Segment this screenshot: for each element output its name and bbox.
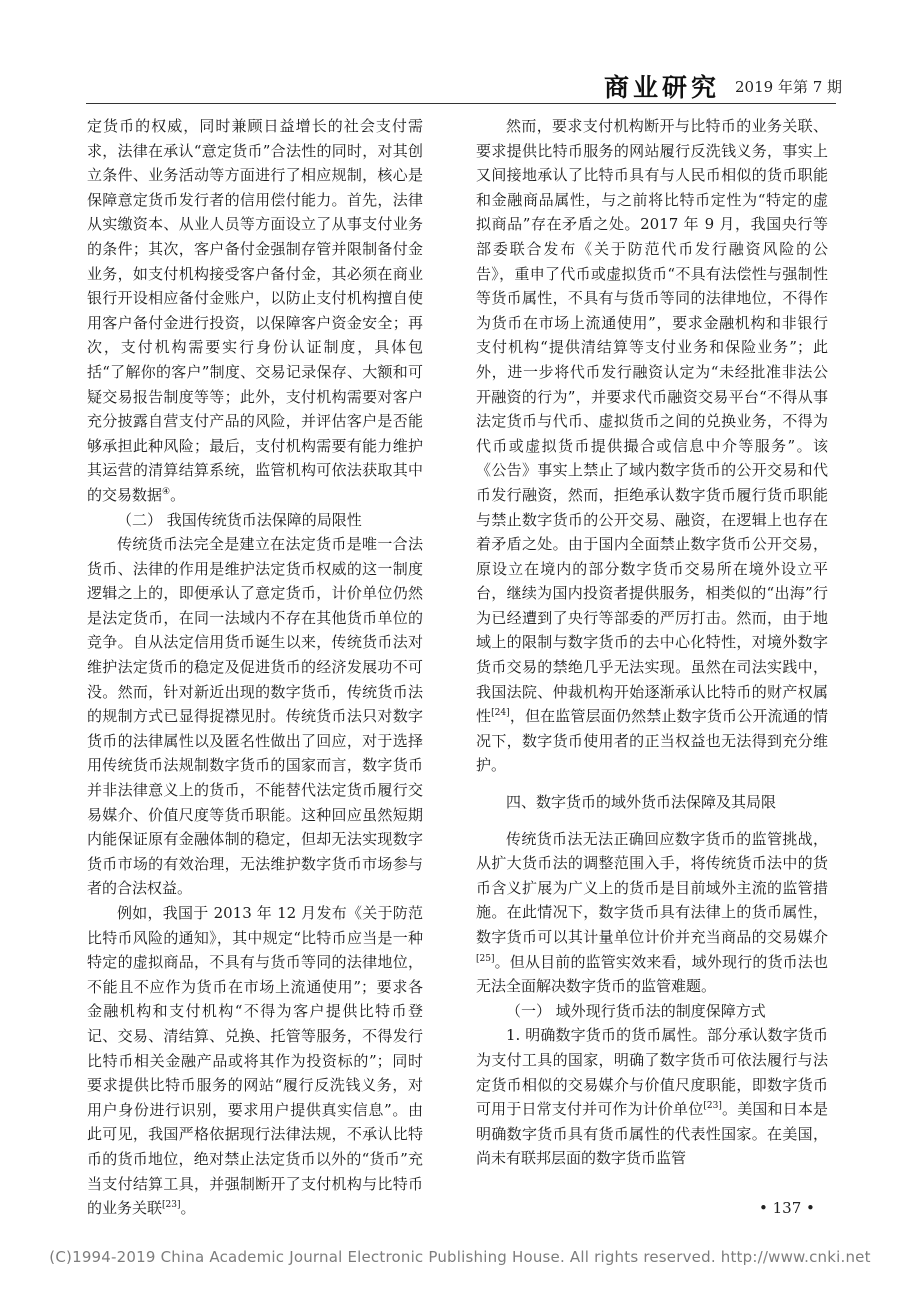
journal-title: 商业研究	[604, 73, 721, 102]
paragraph: 传统货币法完全是建立在法定货币是唯一合法货币、法律的作用是维护法定货币权威的这一制度逻辑之上的，即便承认了意定货币，计价单位仍然是法定货币，在同一法域内不存在其他货币单位的竞争。自从法定信用货币诞生以来，传统货币法对维护法定货币的稳定及促进货币的经济发展功不可没。然而，针对新近出现的数字货币，传统货币法的规制方式已显得捉襟见肘。传统货币法只对数字货币的法律属性以及匿名性做出了回应，对于选择用传统货币法规制数字货币的国家而言，数字货币并非法律意义上的货币，不能替代法定货币履行交易媒介、价值尺度等货币职能。这种回应虽然短期内能保证原有金融体制的稳定，但却无法实现数字货币市场的有效治理，无法维护数字货币市场参与者的合法权益。	[87, 535, 423, 898]
paragraph: 例如，我国于 2013 年 12 月发布《关于防范比特币风险的通知》，其中规定“比特币应当是一种特定的虚拟商品，不具有与货币等同的法律地位，不能且不应作为货币在市场上流通使用”；要求各金融机构和支付机构“不得为客户提供比特币登记、交易、清结算、兑换、托管等服务，不得发行比特币相关金融产品或将其作为投资标的”；同时要求提供比特币服务的网站“履行反洗钱义务，对用户身份进行识别，要求用户提供真实信息”。由此可见，我国严格依据现行法律法规，不承认比特币的货币地位，绝对禁止法定货币以外的“货币”充当支付结算工具，并强制断开了支付机构与比特币的业务关联[23]。	[87, 904, 423, 1218]
paragraph: 定货币的权威，同时兼顾日益增长的社会支付需求，法律在承认“意定货币”合法性的同时，对其创立条件、业务活动等方面进行了相应规制，核心是保障意定货币发行者的信用偿付能力。首先，法律从实缴资本、从业人员等方面设立了从事支付业务的条件；其次，客户备付金强制存管并限制备付金业务，如支付机构接受客户备付金，其必须在商业银行开设相应备付金账户，以防止支付机构擅自使用客户备付金进行投资，以保障客户资金安全；再次，支付机构需要实行身份认证制度，具体包括“了解你的客户”制度、交易记录保存、大额和可疑交易报告制度等等；此外，支付机构需要对客户充分披露自营支付产品的风险，并评估客户是否能够承担此种风险；最后，支付机构需要有能力维护其运营的清算结算系统，监管机构可依法获取其中的交易数据④。	[87, 117, 423, 504]
issue-label: 2019 年第 7 期	[735, 78, 843, 96]
right-column	[476, 114, 828, 1171]
citation: [25]	[476, 953, 495, 964]
page-header	[0, 0, 920, 108]
paragraph: 然而，要求支付机构断开与比特币的业务关联、要求提供比特币服务的网站履行反洗钱义务，事实上又间接地承认了比特币具有与人民币相似的货币职能和金融商品属性，与之前将比特币定性为“特定的虚拟商品”存在矛盾之处。2017 年 9 月，我国央行等部委联合发布《关于防范代币发行融资风险的公告》，重申了代币或虚拟货币“不具有法偿性与强制性等货币属性，不具有与货币等同的法律地位，不得作为货币在市场上流通使用”，要求金融机构和非银行支付机构“提供清结算等支付业务和保险业务”；此外，进一步将代币发行融资认定为“未经批准非法公开融资的行为”，并要求代币融资交易平台“不得从事法定货币与代币、虚拟货币之间的兑换业务，不得为代币或虚拟货币提供撮合或信息中介等服务”。该《公告》事实上禁止了域内数字货币的公开交易和代币发行融资，然而，拒绝承认数字货币履行货币职能与禁止数字货币的公开交易、融资，在逻辑上也存在着矛盾之处。由于国内全面禁止数字货币公开交易，原设立在境内的部分数字货币交易所在境外设立平台，继续为国内投资者提供服务，相类似的“出海”行为已经遭到了央行等部委的严厉打击。然而，由于地域上的限制与数字货币的去中心化特性，对境外数字货币交易的禁绝几乎无法实现。虽然在司法实践中，我国法院、仲裁机构开始逐渐承认比特币的财产权属性[24]，但在监管层面仍然禁止数字货币公开流通的情况下，数字货币使用者的正当权益也无法得到充分维护。	[476, 117, 828, 775]
copyright-footer: (C)1994-2019 China Academic Journal Electronic Publishing House. All rights reserved. http://www.cnki.net	[49, 1248, 871, 1266]
citation: [23]	[162, 1200, 181, 1211]
subsection-heading: （二） 我国传统货币法保障的局限性	[117, 510, 362, 529]
subsection-heading: （一） 域外现行货币法的制度保障方式	[506, 1001, 766, 1020]
paragraph: 1. 明确数字货币的货币属性。部分承认数字货币为支付工具的国家，明确了数字货币可依法履行与法定货币相似的交易媒介与价值尺度职能，即数字货币可用于日常支付并可作为计价单位[23]。美国和日本是明确数字货币具有货币属性的代表性国家。在美国，尚未有联邦层面的数字货币监管	[476, 1026, 828, 1168]
header-rule	[86, 103, 836, 104]
left-column	[87, 114, 423, 1221]
section-heading: 四、数字货币的域外货币法保障及其局限	[506, 793, 777, 812]
page-number: • 137 •	[759, 1199, 815, 1217]
citation: [24]	[491, 708, 510, 719]
paragraph: 传统货币法无法正确回应数字货币的监管挑战，从扩大货币法的调整范围入手，将传统货币法中的货币含义扩展为广义上的货币是目前域外主流的监管措施。在此情况下，数字货币具有法律上的货币属性，数字货币可以其计量单位计价并充当商品的交易媒介[25]。但从目前的监管实效来看，域外现行的货币法也无法全面解决数字货币的监管难题。	[476, 829, 828, 996]
citation: ④	[162, 486, 171, 497]
citation: [23]	[703, 1101, 722, 1112]
